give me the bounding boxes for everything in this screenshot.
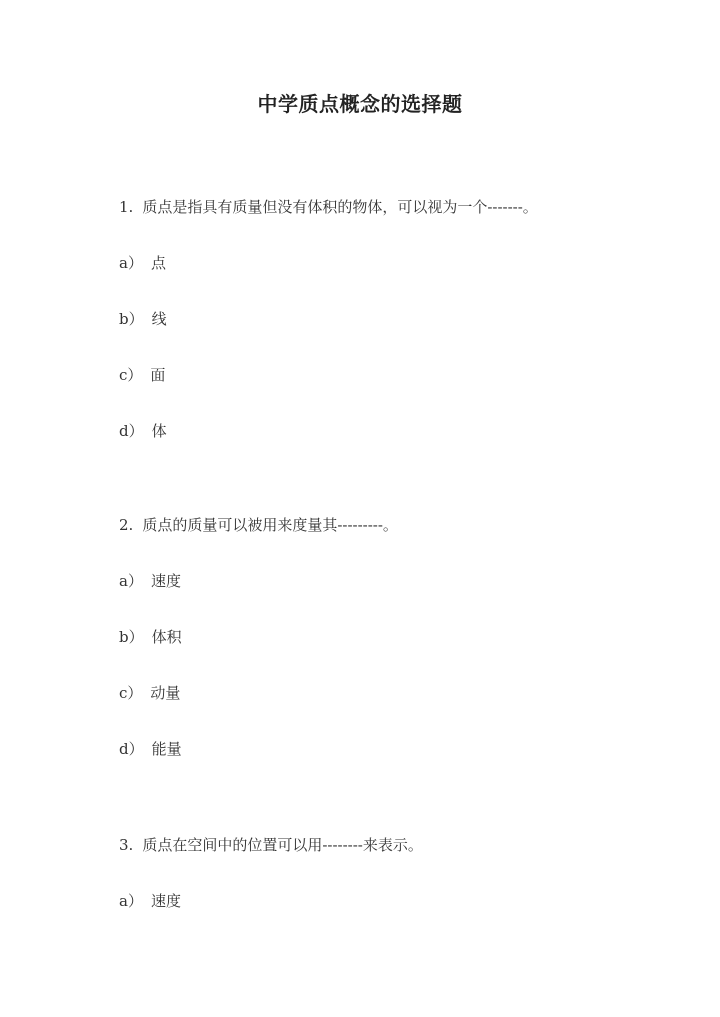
option-label: b） <box>119 310 144 328</box>
option-label: a） <box>119 892 143 910</box>
option-text: 体 <box>151 422 167 440</box>
option-label: c） <box>119 684 143 702</box>
question-1-option-b <box>119 309 167 329</box>
option-text: 速度 <box>150 892 181 910</box>
question-2-option-d <box>119 739 182 759</box>
question-2 <box>119 515 398 535</box>
question-2-option-b <box>119 627 182 647</box>
question-2-option-a <box>119 571 181 591</box>
question-number: 3. <box>119 836 134 854</box>
question-1-option-c <box>119 365 165 385</box>
question-number: 2. <box>119 516 134 534</box>
question-1 <box>119 197 538 217</box>
option-label: a） <box>119 572 143 590</box>
question-2-option-c <box>119 683 180 703</box>
question-number: 1. <box>119 198 134 216</box>
option-label: a） <box>119 254 143 272</box>
question-3 <box>119 835 423 855</box>
question-1-option-d <box>119 421 167 441</box>
option-text: 体积 <box>151 628 182 646</box>
option-text: 速度 <box>150 572 181 590</box>
question-3-option-a <box>119 891 181 911</box>
question-text: 质点的质量可以被用来度量其---------。 <box>142 516 398 534</box>
option-label: c） <box>119 366 143 384</box>
option-text: 面 <box>150 366 166 384</box>
option-text: 动量 <box>150 684 181 702</box>
option-label: d） <box>119 422 144 440</box>
question-text: 质点在空间中的位置可以用--------来表示。 <box>142 836 423 854</box>
option-label: d） <box>119 740 144 758</box>
option-label: b） <box>119 628 144 646</box>
question-text: 质点是指具有质量但没有体积的物体，可以视为一个-------。 <box>142 198 538 216</box>
option-text: 能量 <box>151 740 182 758</box>
question-1-option-a <box>119 253 166 273</box>
option-text: 点 <box>150 254 166 272</box>
option-text: 线 <box>151 310 167 328</box>
document-title: 中学质点概念的选择题 <box>257 92 463 116</box>
